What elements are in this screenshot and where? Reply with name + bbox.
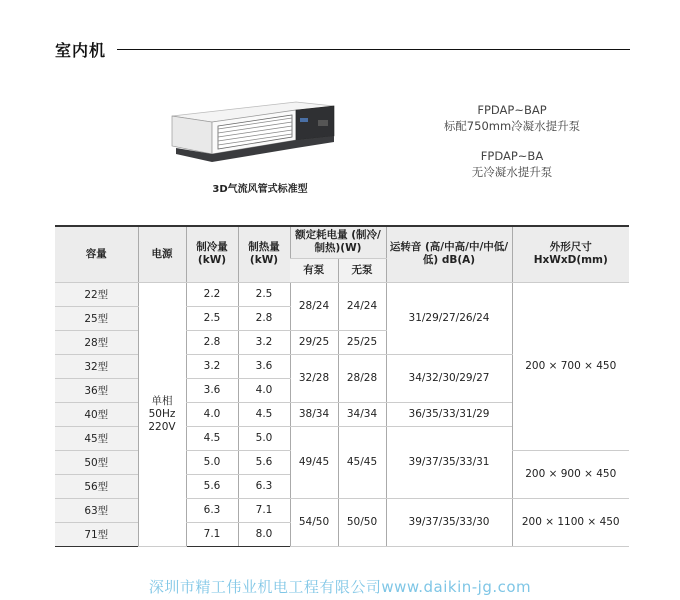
footer-watermark: 深圳市精工伟业机电工程有限公司www.daikin-jg.com <box>148 578 532 596</box>
power-supply-cell: 单相 50Hz 220V <box>138 282 186 547</box>
heating-cell: 2.5 <box>238 282 290 306</box>
dimensions-cell: 200 × 900 × 450 <box>512 450 629 498</box>
rated-no-pump-cell: 34/34 <box>338 402 386 426</box>
header-noise: 运转音 (高/中高/中/中低/低) dB(A) <box>386 226 512 282</box>
rated-no-pump-cell: 28/28 <box>338 354 386 402</box>
model-notes <box>432 102 592 180</box>
cooling-cell: 4.5 <box>186 426 238 450</box>
table-row-model: 25型 <box>55 306 138 330</box>
section-header <box>55 38 630 60</box>
rated-with-pump-cell: 49/45 <box>290 426 338 498</box>
header-no-pump: 无泵 <box>338 258 386 282</box>
rated-with-pump-cell: 28/24 <box>290 282 338 330</box>
model-desc-ba: 无冷凝水提升泵 <box>471 165 553 179</box>
table-row-model: 71型 <box>55 522 138 546</box>
cooling-cell: 5.6 <box>186 474 238 498</box>
heating-cell: 3.2 <box>238 330 290 354</box>
rated-no-pump-cell: 25/25 <box>338 330 386 354</box>
table-row-model: 40型 <box>55 402 138 426</box>
noise-cell: 36/35/33/31/29 <box>386 402 512 426</box>
product-caption: 3D气流风管式标准型 <box>212 184 308 195</box>
cooling-cell: 2.2 <box>186 282 238 306</box>
rated-with-pump-cell: 54/50 <box>290 498 338 546</box>
table-row-model: 36型 <box>55 378 138 402</box>
heating-cell: 5.0 <box>238 426 290 450</box>
ducted-indoor-unit-image <box>168 96 346 166</box>
table-row-model: 22型 <box>55 282 138 306</box>
heating-cell: 4.0 <box>238 378 290 402</box>
noise-cell: 39/37/35/33/31 <box>386 426 512 498</box>
cooling-cell: 5.0 <box>186 450 238 474</box>
dimensions-cell: 200 × 1100 × 450 <box>512 498 629 546</box>
noise-cell: 31/29/27/26/24 <box>386 282 512 354</box>
rated-with-pump-cell: 29/25 <box>290 330 338 354</box>
header-power: 电源 <box>138 226 186 282</box>
header-cooling: 制冷量 (kW) <box>186 226 238 282</box>
cooling-cell: 3.6 <box>186 378 238 402</box>
noise-cell: 39/37/35/33/30 <box>386 498 512 546</box>
model-code-bap: FPDAP~BAP <box>477 103 547 117</box>
cooling-cell: 6.3 <box>186 498 238 522</box>
model-code-ba: FPDAP~BA <box>480 149 544 163</box>
table-row-model: 50型 <box>55 450 138 474</box>
heating-cell: 2.8 <box>238 306 290 330</box>
section-divider <box>117 49 630 50</box>
header-with-pump: 有泵 <box>290 258 338 282</box>
table-row-model: 63型 <box>55 498 138 522</box>
rated-no-pump-cell: 24/24 <box>338 282 386 330</box>
noise-cell: 34/32/30/29/27 <box>386 354 512 402</box>
cooling-cell: 3.2 <box>186 354 238 378</box>
heating-cell: 6.3 <box>238 474 290 498</box>
dimensions-cell: 200 × 700 × 450 <box>512 282 629 450</box>
heating-cell: 8.0 <box>238 522 290 546</box>
spec-table <box>55 225 629 547</box>
heating-cell: 7.1 <box>238 498 290 522</box>
table-row-model: 28型 <box>55 330 138 354</box>
header-heating: 制热量 (kW) <box>238 226 290 282</box>
heating-cell: 5.6 <box>238 450 290 474</box>
cooling-cell: 7.1 <box>186 522 238 546</box>
heating-cell: 3.6 <box>238 354 290 378</box>
section-title: 室内机 <box>55 41 107 60</box>
cooling-cell: 2.8 <box>186 330 238 354</box>
rated-with-pump-cell: 38/34 <box>290 402 338 426</box>
heating-cell: 4.5 <box>238 402 290 426</box>
rated-no-pump-cell: 50/50 <box>338 498 386 546</box>
header-dimensions: 外形尺寸 HxWxD(mm) <box>512 226 629 282</box>
rated-with-pump-cell: 32/28 <box>290 354 338 402</box>
table-row-model: 45型 <box>55 426 138 450</box>
model-desc-bap: 标配750mm冷凝水提升泵 <box>443 119 581 133</box>
table-row-model: 32型 <box>55 354 138 378</box>
rated-no-pump-cell: 45/45 <box>338 426 386 498</box>
cooling-cell: 4.0 <box>186 402 238 426</box>
cooling-cell: 2.5 <box>186 306 238 330</box>
header-rated-power: 额定耗电量 (制冷/制热)(W) <box>290 226 386 258</box>
table-row-model: 56型 <box>55 474 138 498</box>
header-capacity: 容量 <box>55 226 138 282</box>
